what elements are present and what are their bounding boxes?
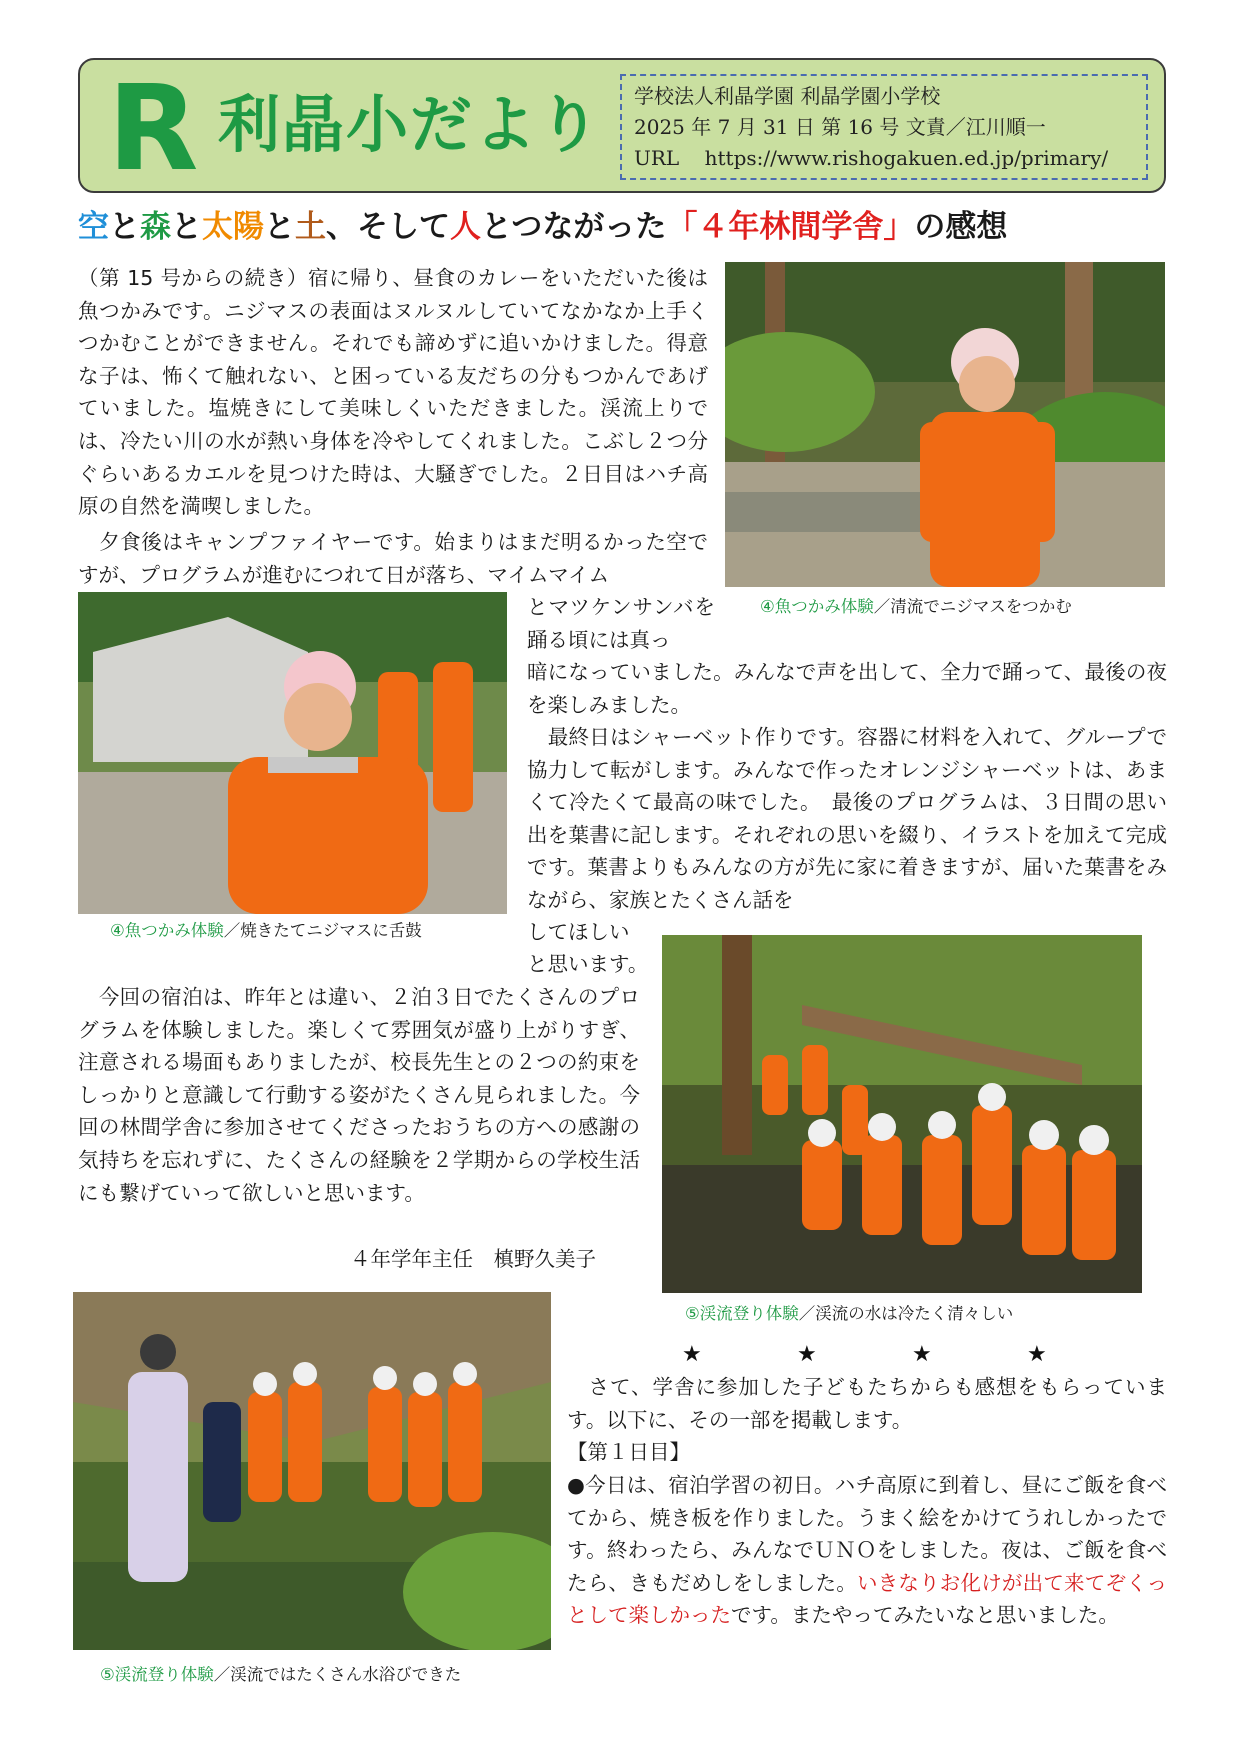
headline-people: 人 (450, 209, 481, 245)
article-text-block-1: （第 15 号からの続き）宿に帰り、昼食のカレーをいただいた後は魚つかみです。ニジマスの表面はヌルヌルしていてなかなか上手くつかむことができません。それでも諦めずに追いかけました。得意な子は、怖くて触れない、と困っている友だちの分もつかんであげていました。塩焼きにして美味しくいただきました。渓流上りでは、冷たい川の水が熱い身体を冷やしてくれました。こぶし２つ分ぐらいあるカエルを見つけた時は、大騒ぎでした。２日目はハチ高原の自然を満喫しました。 (78, 266, 708, 519)
photo-caption-1: ④魚つかみ体験／清流でニジマスをつかむ (760, 597, 1072, 616)
headline-sun: 太陽 (202, 209, 264, 245)
photo-stream-climbing-group (662, 935, 1142, 1293)
star-icon: ★ (912, 1342, 932, 1367)
impressions-intro: さて、学舎に参加した子どもたちからも感想をもらっています。以下に、その一部を掲載します。 (567, 1375, 1167, 1432)
section-divider-stars (682, 1342, 1142, 1367)
article-text-block-3: とマツケンサンバを踊る頃には真っ (527, 595, 715, 652)
star-icon: ★ (682, 1342, 702, 1367)
article-text-block-8: 今回の宿泊は、昨年とは違い、２泊３日でたくさんのプログラムを体験しました。楽しくて雰囲気が盛り上がりすぎ、注意される場面もありましたが、校長先生との２つの約束をしっかりと意識して行動する姿がたくさん見られました。今回の林間学舎に参加させてくださったおうちの方への感謝の気持ちを忘れずに、たくさんの経験を２学期からの学校生活にも繋げていって欲しいと思います。 (78, 985, 640, 1205)
headline-sky: 空 (78, 209, 109, 245)
headline-impressions: の感想 (914, 209, 1008, 245)
article-text-block-5: 最終日はシャーベット作りです。容器に材料を入れて、グループで協力して転がします。みんなで作ったオレンジシャーベットは、あまくて冷たくて最高の味でした。 最後のプログラムは、３日間の思い出を葉書に記します。それぞれの思いを綴り、イラストを加えて完成です。葉書よりもみんなの方が先に家に着きますが、届いた葉書をみながら、家族とたくさん話を (527, 725, 1167, 912)
day1-text: ●今日は、宿泊学習の初日。ハチ高原に到着し、昼にご飯を食べてから、焼き板を作りました。うまく絵をかけてうれしかったです。終わったら、みんなでＵＮＯをしました。夜は、ご飯を食べたら、きもだめしをしました。 (567, 1473, 1167, 1595)
headline-connected: とつながった (481, 209, 667, 245)
article-text-block-2: 夕食後はキャンプファイヤーです。始まりはまだ明るかった空ですが、プログラムが進むにつれて日が落ち、マイムマイム (78, 530, 708, 587)
article-text-block-7: と思います。 (527, 952, 649, 976)
photo-eating-grilled-fish (78, 592, 507, 914)
photo-caption-2: ④魚つかみ体験／焼きたてニジマスに舌鼓 (110, 921, 422, 940)
day1-text-end: です。またやってみたいなと思いました。 (731, 1603, 1119, 1628)
headline-event: 「４年林間学舎」 (666, 209, 915, 245)
photo-caption-3: ⑤渓流登り体験／渓流の水は冷たく清々しい (685, 1304, 1014, 1323)
day1-impression (567, 1469, 1167, 1667)
school-name: 学校法人利晶学園 利晶学園小学校 (634, 84, 941, 108)
photo-stream-water-play (73, 1292, 551, 1650)
school-logo: R (107, 59, 199, 197)
photo-caption-4: ⑤渓流登り体験／渓流ではたくさん水浴びできた (100, 1665, 462, 1684)
headline-forest: 森 (140, 209, 171, 245)
url-row (634, 143, 1134, 174)
article-text-block-4: 暗になっていました。みんなで声を出して、全力で踊って、最後の夜を楽しみました。 (527, 660, 1167, 717)
headline-soshite: 、そして (326, 209, 450, 245)
star-icon: ★ (1027, 1342, 1047, 1367)
day1-heading: 【第１日目】 (567, 1440, 690, 1464)
day1-highlight: いきなりお化けが出て来てぞくっとして楽しかった (567, 1570, 1167, 1628)
masthead-banner (78, 58, 1166, 197)
photo-fish-catching-stream (725, 262, 1165, 587)
issue-info-box (620, 74, 1148, 180)
headline-to-1: と (109, 209, 140, 245)
headline-soil: 土 (295, 209, 326, 245)
school-url-link[interactable]: https://www.rishogakuen.ed.jp/primary/ (704, 146, 1109, 170)
article-headline (78, 204, 1178, 250)
url-label: URL (634, 146, 680, 170)
article-text-block-6: してほしい (527, 920, 630, 944)
issue-date-number: 2025 年 7 月 31 日 第 16 号 文責／江川順一 (634, 115, 1046, 139)
author-signature: ４年学年主任 槙野久美子 (350, 1247, 596, 1271)
headline-to-3: と (264, 209, 295, 245)
newsletter-title: 利晶小だより (218, 88, 603, 161)
headline-to-2: と (171, 209, 202, 245)
star-icon: ★ (797, 1342, 817, 1367)
